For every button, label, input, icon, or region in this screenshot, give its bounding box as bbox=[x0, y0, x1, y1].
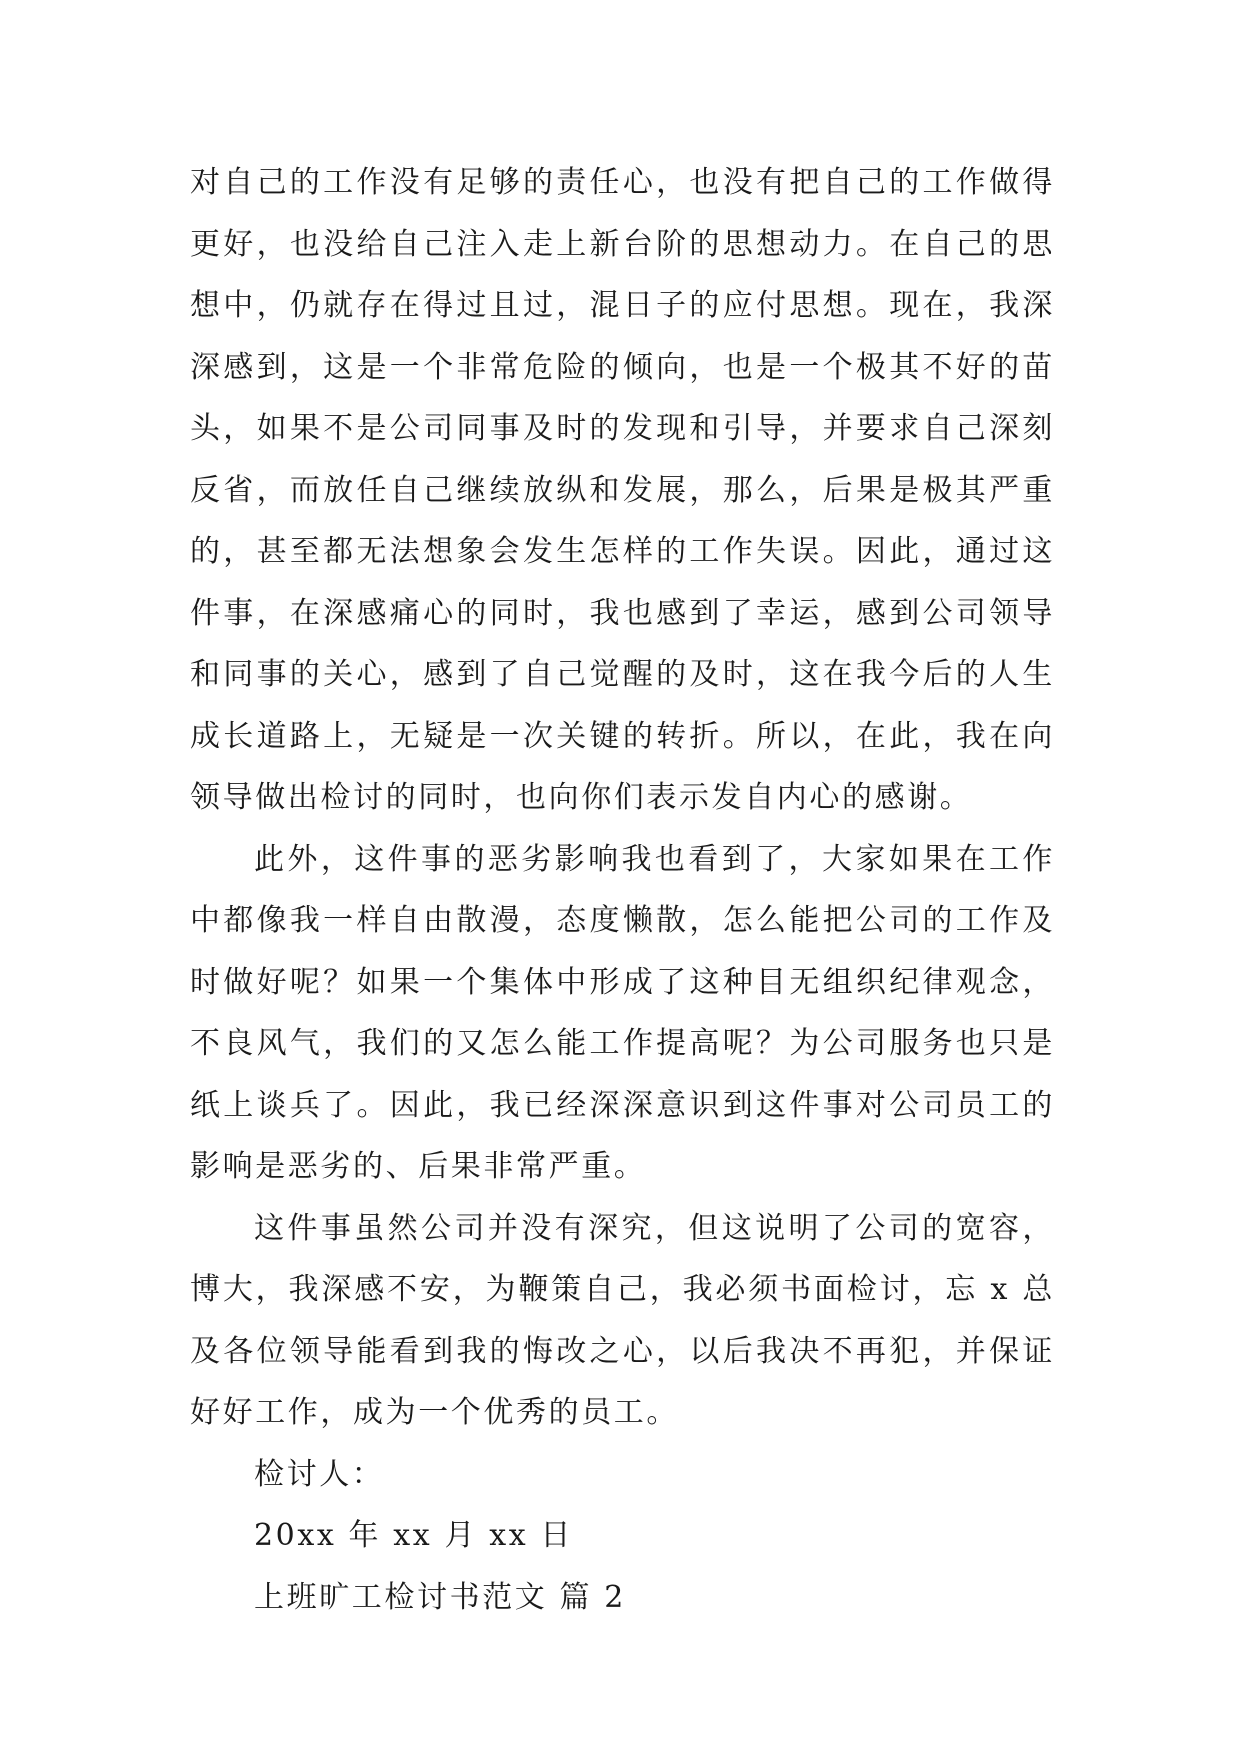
date-line: 20xx 年 xx 月 xx 日 bbox=[254, 1518, 573, 1553]
next-section-title: 上班旷工检讨书范文 篇 2 bbox=[254, 1579, 626, 1615]
paragraph-continued: 对自己的工作没有足够的责任心，也没有把自己的工作做得更好，也没给自己注入走上新台阶的思想动力。在自己的思想中，仍就存在得过且过，混日子的应付思想。现在，我深深感到，这是一个非常危险的倾向，也是一个极其不好的苗头，如果不是公司同事及时的发现和引导，并要求自己深刻反省，而放任自己继续放纵和发展，那么，后果是极其严重的，甚至都无法想象会发生怎样的工作失误。因此，通过这件事，在深感痛心的同时，我也感到了幸运，感到公司领导和同事的关心，感到了自己觉醒的及时，这在我今后的人生成长道路上，无疑是一次关键的转折。所以，在此，我在向领导做出检讨的同时，也向你们表示发自内心的感谢。 bbox=[190, 165, 1055, 815]
document-body bbox=[190, 152, 1055, 1628]
paragraph-pledge: 这件事虽然公司并没有深究，但这说明了公司的宽容，博大，我深感不安，为鞭策自己，我必须书面检讨，忘 x 总及各位领导能看到我的悔改之心，以后我决不再犯，并保证好好工作，成为一个优秀的员工。 bbox=[190, 1210, 1055, 1430]
paragraph-impact: 此外，这件事的恶劣影响我也看到了，大家如果在工作中都像我一样自由散漫，态度懒散，怎么能把公司的工作及时做好呢？如果一个集体中形成了这种目无组织纪律观念，不良风气，我们的又怎么能工作提高呢？为公司服务也只是纸上谈兵了。因此，我已经深深意识到这件事对公司员工的影响是恶劣的、后果非常严重。 bbox=[190, 841, 1055, 1184]
signature-label: 检讨人： bbox=[254, 1456, 385, 1492]
